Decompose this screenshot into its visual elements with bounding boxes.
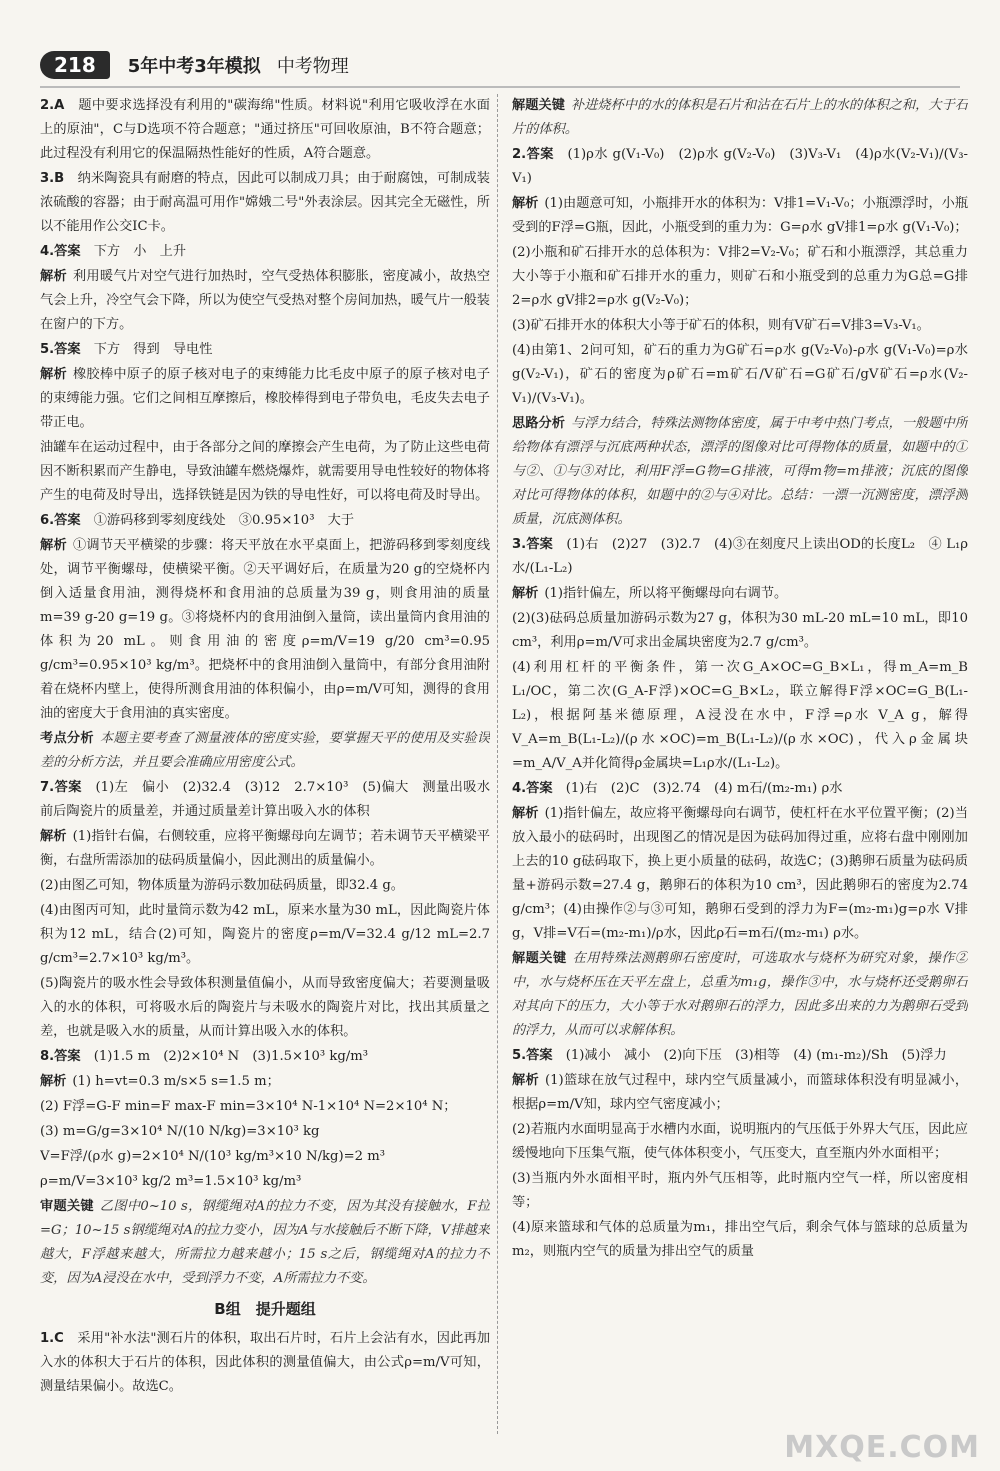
question-number: 4.答案	[512, 781, 553, 796]
question-number: 5.答案	[40, 342, 81, 357]
answer-paragraph	[512, 339, 968, 411]
question-number: 7.答案	[40, 780, 82, 795]
answer-paragraph	[512, 412, 968, 532]
answer-paragraph	[512, 314, 968, 338]
paragraph-text: 利用暖气片对空气进行加热时，空气受热体积膨胀，密度减小，故热空气会上升，冷空气会下降，所以为使空气受热对整个房间加热，暖气片一般装在窗户的下方。	[40, 269, 490, 332]
answer-paragraph	[40, 1070, 490, 1094]
answer-paragraph	[40, 436, 490, 508]
answer-paragraph	[40, 874, 490, 898]
paragraph-text: (1)指针偏左，所以将平衡螺母向右调节。	[544, 586, 788, 601]
answer-paragraph	[40, 1327, 490, 1399]
answer-paragraph	[40, 972, 490, 1044]
paragraph-text: (4)由图丙可知，此时量筒示数为42 mL，原来水量为30 mL，因此陶瓷片体积为12 mL，结合(2)可知，陶瓷片的密度ρ=m/V=32.4 g/12 mL=2.7 g/cm³=2.7×10³ kg/m³。	[40, 903, 490, 966]
paragraph-text: 与浮力结合，特殊法测物体密度，属于中考中热门考点，一般题中所给物体有漂浮与沉底两种状态，漂浮的图像对比可得物体的质量，如题中的①与②、①与③对比，利用F浮=G物=G排液，可得m物=m排液；沉底的图像对比可得物体的体积，如题中的②与④对比。总结：一漂一沉测密度，漂浮测质量，沉底测体积。	[512, 416, 968, 527]
paragraph-text: ρ=m/V=3×10³ kg/2 m³=1.5×10³ kg/m³	[40, 1174, 302, 1189]
paragraph-text: 下方 小 上升	[93, 244, 187, 259]
answer-paragraph	[512, 1167, 968, 1215]
paragraph-text: (1)1.5 m (2)2×10⁴ N (3)1.5×10³ kg/m³	[93, 1049, 369, 1064]
answer-paragraph	[512, 533, 968, 581]
answer-paragraph	[40, 727, 490, 775]
page-number: 218	[40, 51, 110, 79]
paragraph-text: 橡胶棒中原子的原子核对电子的束缚能力比毛皮中原子的原子核对电子的束缚能力强。它们之间相互摩擦后，橡胶棒得到电子带负电，毛皮失去电子带正电。	[40, 367, 490, 430]
paragraph-text: V=F浮/(ρ水 g)=2×10⁴ N/(10³ kg/m³×10 N/kg)=2 m³	[40, 1149, 386, 1164]
answer-paragraph	[40, 338, 490, 362]
section-tag: 解析	[512, 806, 539, 821]
answer-paragraph	[40, 1120, 490, 1144]
paragraph-text: 在用特殊法测鹅卵石密度时，可选取水与烧杯为研究对象，操作②中，水与烧杯压在天平左盘上，总重为m₁g，操作③中，水与烧杯还受鹅卵石对其向下的压力，大小等于水对鹅卵石的浮力，因此多出来的力为鹅卵石受到的浮力，从而可以求解体积。	[512, 951, 968, 1038]
paragraph-text: 纳米陶瓷具有耐磨的特点，因此可以制成刀具；由于耐腐蚀，可制成装浓硫酸的容器；由于耐高温可用作"嫦娥二号"外表涂层。因其完全无磁性，所以不能用作公交IC卡。	[40, 171, 490, 234]
paragraph-text: (4)由第1、2问可知，矿石的重力为G矿石=ρ水 g(V₂-V₀)-ρ水 g(V₁-V₀)=ρ水 g(V₂-V₁)，矿石的密度为ρ矿石=m矿石/V矿石=G矿石/gV矿石=ρ水(V₂-V₁)/(V₃-V₁)。	[512, 343, 968, 406]
paragraph-text: 补进烧杯中的水的体积是石片和沾在石片上的水的体积之和，大于石片的体积。	[512, 98, 968, 137]
answer-paragraph	[512, 802, 968, 946]
answer-paragraph	[40, 776, 490, 824]
paragraph-text: ①游码移到零刻度线处 ③0.95×10³ 大于	[93, 513, 355, 528]
answer-paragraph	[512, 1044, 968, 1068]
section-tag: 解析	[512, 196, 539, 211]
right-column	[512, 94, 968, 1434]
answer-paragraph	[40, 265, 490, 337]
answer-paragraph	[40, 1145, 490, 1169]
answer-paragraph	[40, 1045, 490, 1069]
question-number: 5.答案	[512, 1048, 553, 1063]
question-number: 3.B	[40, 171, 65, 186]
answer-paragraph	[40, 825, 490, 873]
answer-paragraph	[40, 509, 490, 533]
book-title: 5年中考3年模拟	[127, 56, 261, 77]
paragraph-text: (1) h=vt=0.3 m/s×5 s=1.5 m；	[72, 1074, 280, 1089]
paragraph-text: (2)小瓶和矿石排开水的总体积为：V排2=V₂-V₀；矿石和小瓶漂浮，其总重力大小等于小瓶和矿石排开水的重力，则矿石和小瓶受到的总重力为G总=G排2=ρ水 gV排2=ρ水 g(V₂-V₀)；	[512, 245, 968, 308]
paragraph-text: (1)右 (2)C (3)2.74 (4) m石/(m₂-m₁) ρ水	[565, 781, 843, 796]
header-rule	[40, 86, 960, 88]
paragraph-text: (2)若瓶内水面明显高于水槽内水面，说明瓶内的气压低于外界大气压，因此应缓慢地向下压集气瓶，使气体体积变小，气压变大，直至瓶内外水面相平；	[512, 1122, 968, 1161]
paragraph-text: (1)指针偏左，故应将平衡螺母向右调节，使杠杆在水平位置平衡；(2)当放入最小的砝码时，出现图乙的情况是因为砝码加得过重，应将右盘中刚刚加上去的10 g砝码取下，换上更小质量的砝码，故选C；(3)鹅卵石质量为砝码质量+游码示数=27.4 g，鹅卵石的体积为10 cm³，因此鹅卵石的密度为2.74 g/cm³；(4)由操作②与③可知，鹅卵石受到的浮力为F=(m₂-m₁)g=ρ水 V排 g，V排=V石=(m₂-m₁)/ρ水，因此ρ石=m石/(m₂-m₁) ρ水。	[512, 806, 968, 941]
question-number: 3.答案	[512, 537, 554, 552]
section-tag: 解题关键	[512, 98, 565, 113]
question-number: 4.答案	[40, 244, 81, 259]
paragraph-text: 题中要求选择没有利用的"碳海绵"性质。材料说"利用它吸收浮在水面上的原油"，C与D选项不符合题意；"通过挤压"可回收原油，B不符合题意；此过程没有利用它的保温隔热性能好的性质，A符合题意。	[40, 98, 490, 161]
paragraph-text: (4)原来篮球和气体的总质量为m₁，排出空气后，剩余气体与篮球的总质量为m₂，则瓶内空气的质量为排出空气的质量	[512, 1220, 968, 1259]
paragraph-text: (3) m=G/g=3×10⁴ N/(10 N/kg)=3×10³ kg	[40, 1124, 320, 1139]
paragraph-text: (2)(3)砝码总质量加游码示数为27 g，体积为30 mL-20 mL=10 mL，即10 cm³，利用ρ=m/V可求出金属块密度为2.7 g/cm³。	[512, 611, 968, 650]
answer-paragraph	[40, 1195, 490, 1291]
answer-paragraph	[512, 1069, 968, 1117]
section-tag: 解析	[512, 1073, 539, 1088]
answer-paragraph	[512, 582, 968, 606]
paragraph-text: (1)篮球在放气过程中，球内空气质量减小，而篮球体积没有明显减小，根据ρ=m/V知，球内空气密度减小；	[512, 1073, 968, 1112]
answer-paragraph	[512, 656, 968, 776]
watermark: MXQE.COM	[784, 1430, 980, 1465]
paragraph-text: 本题主要考查了测量液体的密度实验，要掌握天平的使用及实验误差的分析方法，并且要会准确应用密度公式。	[40, 731, 490, 770]
subject-title: 中考物理	[276, 56, 349, 77]
question-number: 2.答案	[512, 147, 554, 162]
section-tag: 思路分析	[512, 416, 565, 431]
group-title: B组 提升题组	[214, 1300, 316, 1318]
answer-paragraph	[512, 241, 968, 313]
paragraph-text: (3)矿石排开水的体积大小等于矿石的体积，则有V矿石=V排3=V₃-V₁。	[512, 318, 930, 333]
answer-paragraph	[40, 240, 490, 264]
answer-paragraph	[40, 534, 490, 726]
section-tag: 解析	[40, 829, 67, 844]
answer-paragraph	[512, 94, 968, 142]
left-column	[40, 94, 490, 1434]
paragraph-text: (1)指针右偏，右侧较重，应将平衡螺母向左调节；若未调节天平横梁平衡，右盘所需添加的砝码质量偏小，因此测出的质量偏小。	[40, 829, 490, 868]
paragraph-text: (2)由图乙可知，物体质量为游码示数加砝码质量，即32.4 g。	[40, 878, 404, 893]
paragraph-text: (1)由题意可知，小瓶排开水的体积为：V排1=V₁-V₀；小瓶漂浮时，小瓶受到的F浮=G瓶，因此，小瓶受到的重力为：G=ρ水 gV排1=ρ水 g(V₁-V₀)；	[512, 196, 968, 235]
section-tag: 解析	[40, 367, 67, 382]
answer-paragraph	[40, 363, 490, 435]
section-tag: 解析	[40, 269, 67, 284]
paragraph-text: 油罐车在运动过程中，由于各部分之间的摩擦会产生电荷，为了防止这些电荷因不断积累而产生静电，导致油罐车燃烧爆炸，就需要用导电性较好的物体将产生的电荷及时导出，选择铁链是因为铁的导电性好，可以将电荷及时导出。	[40, 440, 490, 503]
paragraph-text: ①调节天平横梁的步骤：将天平放在水平桌面上，把游码移到零刻度线处，调节平衡螺母，使横梁平衡。②天平调好后，在质量为20 g的空烧杯内倒入适量食用油，测得烧杯和食用油的总质量为39 g，则食用油的质量m=39 g-20 g=19 g。③将烧杯内的食用油倒入量筒，读出量筒内食用油的体积为20 mL。则食用油的密度ρ=m/V=19 g/20 cm³=0.95 g/cm³=0.95×10³ kg/m³。把烧杯中的食用油倒入量筒中，有部分食用油附着在烧杯内壁上，使得所测食用油的体积偏小，由ρ=m/V可知，测得的食用油的密度大于食用油的真实密度。	[40, 538, 490, 721]
answer-paragraph	[512, 1118, 968, 1166]
section-tag: 审题关键	[40, 1199, 94, 1214]
answer-paragraph	[512, 607, 968, 655]
answer-paragraph	[40, 94, 490, 166]
answer-paragraph	[512, 1216, 968, 1264]
section-tag: 解析	[40, 1074, 67, 1089]
answer-paragraph	[512, 777, 968, 801]
paragraph-text: 乙图中0~10 s，钢缆绳对A的拉力不变，因为其没有接触水，F拉=G；10~15 s钢缆绳对A的拉力变小，因为A与水接触后不断下降，V排越来越大，F浮越来越大，所需拉力越来越小；15 s之后，钢缆绳对A的拉力不变，因为A浸没在水中，受到浮力不变，A所需拉力不变。	[40, 1199, 490, 1286]
column-divider	[497, 94, 498, 1434]
section-tag: 解析	[512, 586, 539, 601]
answer-paragraph	[40, 167, 490, 239]
paragraph-text: (5)陶瓷片的吸水性会导致体积测量值偏小，从而导致密度偏大；若要测量吸入的水的体积，可将吸水后的陶瓷片与未吸水的陶瓷片对比，找出其质量之差，也就是吸入水的质量，从而计算出吸入水的体积。	[40, 976, 490, 1039]
paragraph-text: (1)减小 减小 (2)向下压 (3)相等 (4) (m₁-m₂)/Sh (5)浮力	[565, 1048, 947, 1063]
answer-paragraph	[40, 1095, 490, 1119]
answer-paragraph	[40, 1170, 490, 1194]
answer-paragraph	[512, 143, 968, 191]
page-header	[40, 48, 349, 82]
paragraph-text: (1)ρ水 g(V₁-V₀) (2)ρ水 g(V₂-V₀) (3)V₃-V₁ (4)ρ水(V₂-V₁)/(V₃-V₁)	[512, 147, 968, 186]
paragraph-text: (1)右 (2)27 (3)2.7 (4)③在刻度尺上读出OD的长度L₂ ④ L₁ρ水/(L₁-L₂)	[512, 537, 968, 576]
section-tag: 解析	[40, 538, 67, 553]
paragraph-text: 采用"补水法"测石片的体积，取出石片时，石片上会沾有水，因此再加入水的体积大于石片的体积，因此体积的测量值偏大，由公式ρ=m/V可知，测量结果偏小。故选C。	[40, 1331, 490, 1394]
question-number: 6.答案	[40, 513, 81, 528]
section-tag: 考点分析	[40, 731, 94, 746]
paragraph-text: (3)当瓶内外水面相平时，瓶内外气压相等，此时瓶内空气一样，所以密度相等；	[512, 1171, 968, 1210]
paragraph-text: (2) F浮=G-F min=F max-F min=3×10⁴ N-1×10⁴ N=2×10⁴ N；	[40, 1099, 457, 1114]
answer-paragraph	[512, 947, 968, 1043]
paragraph-text: (1)左 偏小 (2)32.4 (3)12 2.7×10³ (5)偏大 测量出吸水前后陶瓷片的质量差，并通过质量差计算出吸入水的体积	[40, 780, 490, 819]
paragraph-text: 下方 得到 导电性	[93, 342, 213, 357]
question-number: 1.C	[40, 1331, 64, 1346]
answer-paragraph	[40, 899, 490, 971]
paragraph-text: (4)利用杠杆的平衡条件，第一次G_A×OC=G_B×L₁，得m_A=m_B L₁/OC，第二次(G_A-F浮)×OC=G_B×L₂，联立解得F浮×OC=G_B(L₁-L₂)，根据阿基米德原理，A浸没在水中，F浮=ρ水 V_A g，解得V_A=m_B(L₁-L₂)/(ρ水×OC)=m_B(L₁-L₂)/(ρ水×OC)，代入ρ金属块=m_A/V_A并化简得ρ金属块=L₁ρ水/(L₁-L₂)。	[512, 660, 968, 771]
answer-paragraph	[512, 192, 968, 240]
section-tag: 解题关键	[512, 951, 567, 966]
question-number: 2.A	[40, 98, 65, 113]
question-number: 8.答案	[40, 1049, 81, 1064]
